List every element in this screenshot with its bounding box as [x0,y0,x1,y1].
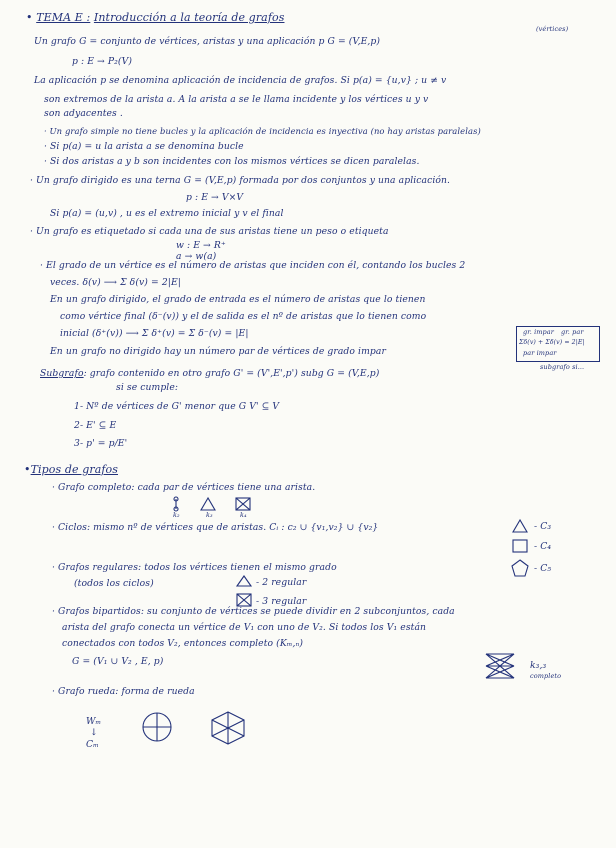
labeled-line-3: a → w(a) [176,251,217,262]
reg2-label: - 2 regular [256,577,307,588]
c3-label: - C₃ [534,521,552,532]
parity-box-top-1: gr. impar [523,328,554,336]
reg3-label: - 3 regular [256,596,307,607]
regular-line-1: · Grafos regulares: todos los vértices tienen el mismo grado [52,562,337,573]
directed-line-2: p : E → V×V [186,192,244,203]
simple-line-2: · Si p(a) = u la arista a se denomina bucle [44,141,244,152]
k33-figure [484,650,524,684]
k3-label: k₃ [206,511,213,519]
subgraph-line-1: Subgrafo: grafo contenido en otro grafo G' = (V',E',p') subg G = (V,E,p) [40,368,380,379]
c4-label: - C₄ [534,541,552,552]
wheel-cm-label: Cₘ [86,739,99,750]
degree-line-3: En un grafo dirigido, el grado de entrada es el número de aristas que lo tienen [50,294,426,305]
title-text: Introducción a la teoría de grafos [93,11,285,24]
degree-line-2: veces. δ(v) ⟶ Σ δ(v) = 2|E| [50,277,181,288]
regular-line-2: (todos los ciclos) [74,578,154,589]
c5-pentagon [512,560,528,576]
k4-label: k₄ [240,511,247,519]
subgraph-cond-2: 2- E' ⊆ E [74,420,117,431]
subgraph-cond-3: 3- p' = p/E' [74,438,128,449]
degree-line-4: como vértice final (δ⁻(v)) y el de salida es el nº de aristas que lo tienen como [60,311,427,322]
subgraph-note: subgrafo si... [540,363,585,371]
parity-box-bottom: par impar [523,349,557,357]
types-heading: •Tipos de grafos [24,463,118,476]
k33-label: k₃,₃ [530,660,547,671]
parity-box [516,326,600,362]
complete-line: · Grafo completo: cada par de vértices tiene una arista. [52,482,316,493]
degree-line-1: · El grado de un vértice es el número de aristas que inciden con él, contando los bucles 2 [40,260,466,271]
subgraph-label: Subgrafo [40,368,84,379]
wheel-wm-label: Wₘ [86,716,102,727]
labeled-line-2: w : E → R⁺ [176,240,226,251]
title-line: • TEMA E : Introducción a la teoría de grafos [26,11,285,24]
wheel-graph-1 [140,710,180,750]
k3-triangle [201,498,215,510]
simple-line-1: · Un grafo simple no tiene bucles y la aplicación de incidencia es inyectiva (no hay aristas paralelas) [44,126,481,136]
wheel-arrow: ↓ [90,727,98,738]
degree-line-5: inicial (δ⁺(v)) ⟶ Σ δ⁺(v) = Σ δ⁻(v) = |E| [60,328,249,339]
k2-label: k₂ [173,511,180,519]
parity-box-mid: Σδ(v) + Σδ(v) = 2|E| [519,339,585,346]
wheel-graph-2 [208,710,258,750]
bipartite-line-1: · Grafos bipartidos: su conjunto de vértices se puede dividir en 2 subconjuntos, cada [52,606,455,617]
bipartite-line-4: G = (V₁ ∪ V₂ , E, p) [72,656,164,667]
incidence-line-3: son adyacentes . [44,108,123,119]
k33-note: completo [530,672,562,680]
cycles-line: · Ciclos: mismo nº de vértices que de aristas. Cᵢ : c₂ ∪ {v₁,v₂} ∪ {v₂} [52,522,379,533]
incidence-line-1: La aplicación p se denomina aplicación de incidencia de grafos. Si p(a) = {u,v} ; u ≠ v [34,75,447,86]
degree-line-6: En un grafo no dirigido hay un número par de vértices de grado impar [50,346,386,357]
intro-line-1: Un grafo G = conjunto de vértices, aristas y una aplicación p G = (V,E,p) [34,36,381,47]
intro-line-2: p : E → P₂(V) [72,56,133,67]
incidence-line-2: son extremos de la arista a. A la arista a se le llama incidente y los vértices u y v [44,94,429,105]
wheel-line: · Grafo rueda: forma de rueda [52,686,195,697]
subgraph-line-2: si se cumple: [116,382,179,393]
directed-line-1: · Un grafo dirigido es una terna G = (V,E,p) formada por dos conjuntos y una aplicación. [30,175,451,186]
c3-triangle [513,520,527,532]
bipartite-line-3: conectados con todos V₂, entonces completo (Kₘ,ₙ) [62,638,304,649]
c4-square [513,540,527,552]
vertices-note: (vértices) [536,25,569,33]
simple-line-3: · Si dos aristas a y b son incidentes con los mismos vértices se dicen paralelas. [44,156,420,167]
topic-label: TEMA E : [36,11,91,24]
parity-box-top-2: gr. par [561,328,584,336]
bipartite-line-2: arista del grafo conecta un vértice de V₁ con uno de V₂. Si todos los V₁ están [62,622,427,633]
directed-line-3: Si p(a) = (u,v) , u es el extremo inicial y v el final [50,208,284,219]
regular-2-triangle [237,576,251,586]
subgraph-cond-1: 1- Nº de vértices de G' menor que G V' ⊆ V [74,401,280,412]
labeled-line-1: · Un grafo es etiquetado si cada una de sus aristas tiene un peso o etiqueta [30,226,389,237]
c5-label: - C₅ [534,563,552,574]
